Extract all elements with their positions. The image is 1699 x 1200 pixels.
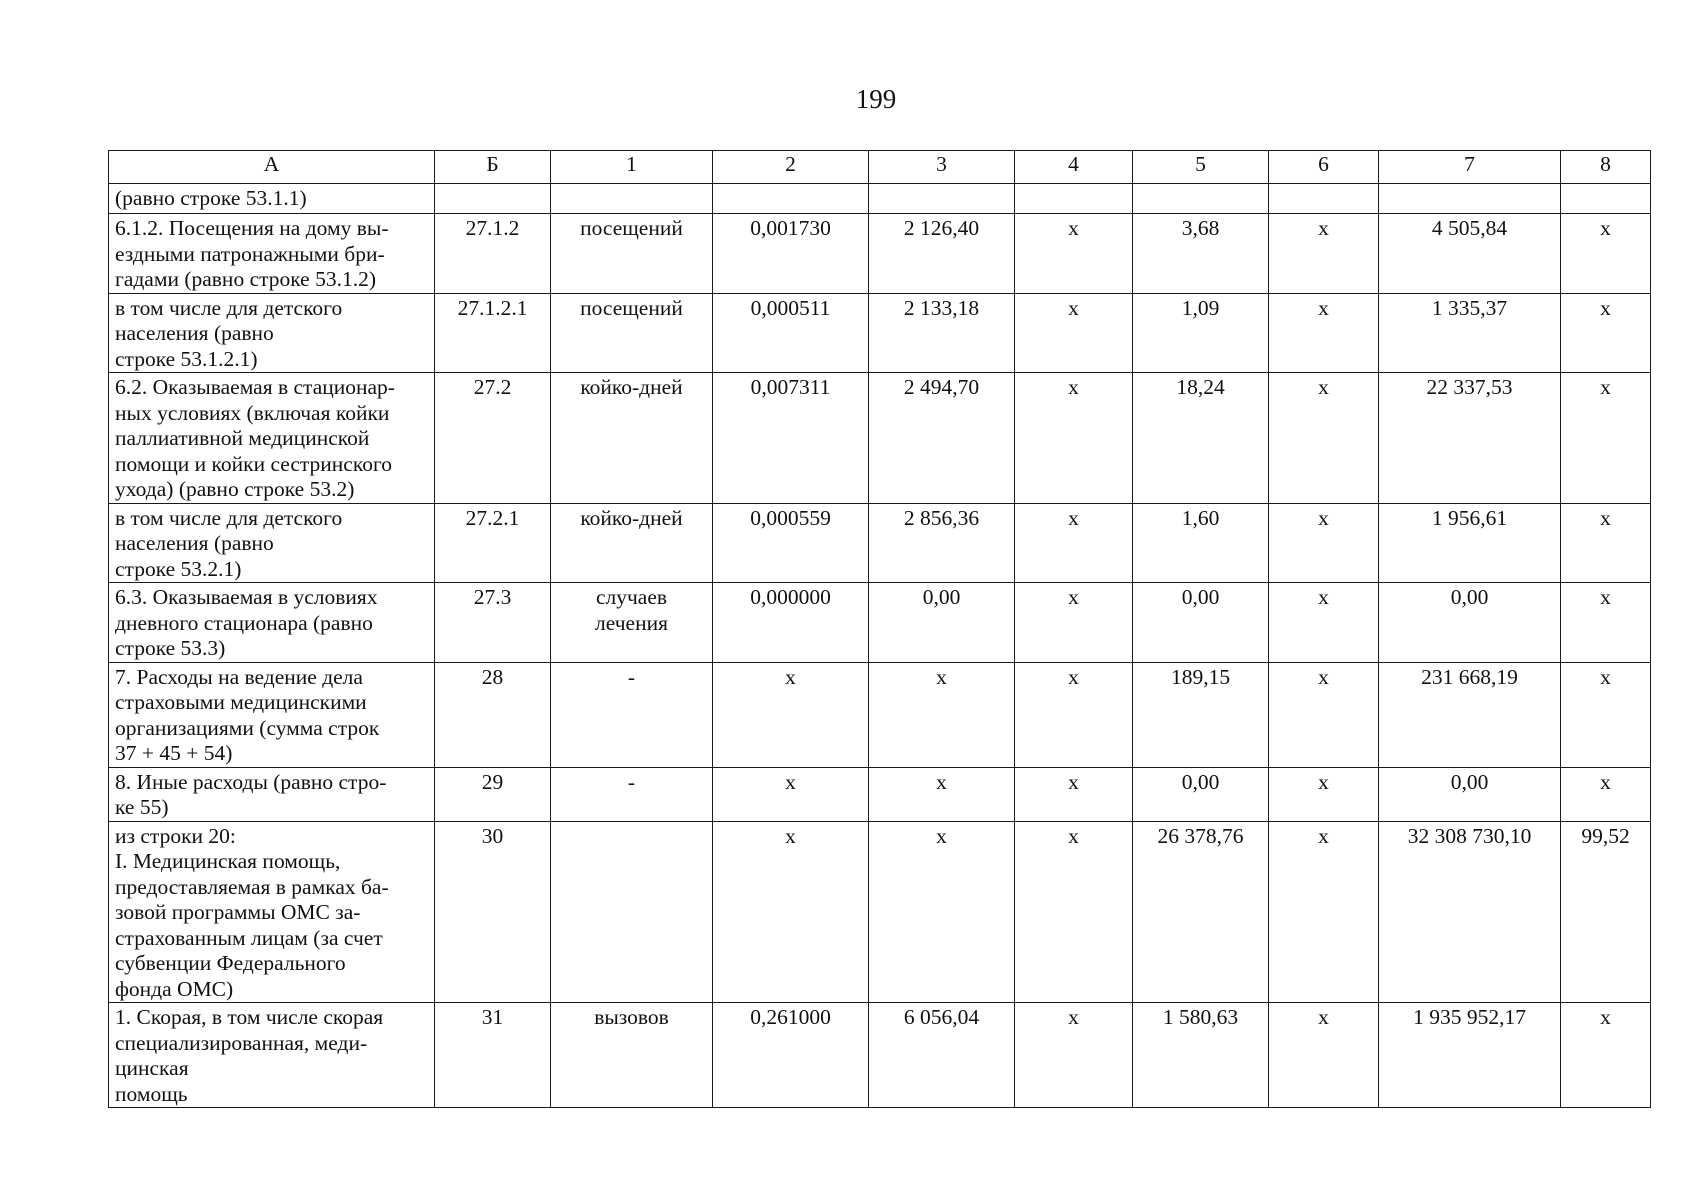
table-cell: - — [551, 767, 713, 821]
table-cell: х — [1015, 662, 1133, 767]
table-cell: х — [1015, 293, 1133, 373]
table-cell: койко-дней — [551, 503, 713, 583]
table-cell: 2 133,18 — [869, 293, 1015, 373]
table-cell: х — [1269, 662, 1379, 767]
table-cell: 0,00 — [869, 583, 1015, 663]
table-cell: 27.2.1 — [435, 503, 551, 583]
table-row — [109, 1003, 1651, 1108]
table-cell: 22 337,53 — [1379, 373, 1561, 504]
row-label-cell: 1. Скорая, в том числе скорая специализированная, меди- цинская помощь — [109, 1003, 435, 1108]
row-label-cell: 6.1.2. Посещения на дому вы- ездными патронажными бри- гадами (равно строке 53.1.2) — [109, 214, 435, 294]
table-cell: х — [1015, 1003, 1133, 1108]
table-cell: х — [1561, 293, 1651, 373]
table-cell — [435, 184, 551, 214]
table-cell — [1133, 184, 1269, 214]
table-cell: х — [1269, 214, 1379, 294]
table-cell: 30 — [435, 821, 551, 1003]
table-cell: х — [1269, 1003, 1379, 1108]
table-cell: х — [1561, 1003, 1651, 1108]
row-label-cell: 7. Расходы на ведение дела страховыми медицинскими организациями (сумма строк 37 + 45 + 54) — [109, 662, 435, 767]
table-cell — [713, 184, 869, 214]
table-cell: 0,000511 — [713, 293, 869, 373]
table-cell: 0,001730 — [713, 214, 869, 294]
table-cell: 1 335,37 — [1379, 293, 1561, 373]
table-cell: х — [869, 767, 1015, 821]
table-cell: 99,52 — [1561, 821, 1651, 1003]
table-cell — [1561, 184, 1651, 214]
table-cell: 29 — [435, 767, 551, 821]
table-cell: посещений — [551, 214, 713, 294]
row-label-cell: 6.2. Оказываемая в стационар- ных условиях (включая койки паллиативной медицинской помощи и койки сестринского ухода) (равно строке 53.2) — [109, 373, 435, 504]
table-cell: 0,00 — [1133, 767, 1269, 821]
table-row — [109, 293, 1651, 373]
table-cell: 2 126,40 — [869, 214, 1015, 294]
table-cell: 0,261000 — [713, 1003, 869, 1108]
table-cell: х — [1015, 583, 1133, 663]
table-cell: 27.1.2.1 — [435, 293, 551, 373]
table-cell: 0,00 — [1379, 583, 1561, 663]
table-cell: 31 — [435, 1003, 551, 1108]
header-row — [109, 151, 1651, 184]
table-cell: 189,15 — [1133, 662, 1269, 767]
table-cell: 2 494,70 — [869, 373, 1015, 504]
table-cell: 3,68 — [1133, 214, 1269, 294]
column-header: 2 — [713, 151, 869, 184]
table-cell: 0,007311 — [713, 373, 869, 504]
table-cell: х — [713, 821, 869, 1003]
table-cell: х — [1015, 767, 1133, 821]
row-label-cell: 6.3. Оказываемая в условиях дневного стационара (равно строке 53.3) — [109, 583, 435, 663]
table-cell: х — [1269, 583, 1379, 663]
page-number: 199 — [855, 84, 897, 114]
table-row — [109, 373, 1651, 504]
table-cell: 27.2 — [435, 373, 551, 504]
table-cell: 26 378,76 — [1133, 821, 1269, 1003]
table-cell: х — [1269, 767, 1379, 821]
table-cell: х — [1561, 662, 1651, 767]
table-cell — [1269, 184, 1379, 214]
table-row — [109, 214, 1651, 294]
table-cell: х — [1561, 767, 1651, 821]
column-header: 5 — [1133, 151, 1269, 184]
table-cell — [551, 184, 713, 214]
table-cell: х — [1269, 373, 1379, 504]
table-cell: х — [1561, 214, 1651, 294]
table-cell: 1 580,63 — [1133, 1003, 1269, 1108]
table-cell: х — [869, 662, 1015, 767]
table-row — [109, 184, 1651, 214]
table-cell: 4 505,84 — [1379, 214, 1561, 294]
table-cell: х — [1561, 583, 1651, 663]
table-cell: посещений — [551, 293, 713, 373]
table-cell: 0,000559 — [713, 503, 869, 583]
table-cell: х — [1269, 821, 1379, 1003]
column-header: 1 — [551, 151, 713, 184]
data-table — [108, 150, 1651, 1108]
table-cell: 32 308 730,10 — [1379, 821, 1561, 1003]
table-cell — [1015, 184, 1133, 214]
table-cell — [551, 821, 713, 1003]
table-row — [109, 583, 1651, 663]
table-cell: 231 668,19 — [1379, 662, 1561, 767]
table-cell: х — [713, 662, 869, 767]
column-header: 7 — [1379, 151, 1561, 184]
column-header: 4 — [1015, 151, 1133, 184]
table-cell: случаев лечения — [551, 583, 713, 663]
table-cell: х — [1015, 821, 1133, 1003]
table-row — [109, 821, 1651, 1003]
table-cell: 28 — [435, 662, 551, 767]
table-cell: х — [869, 821, 1015, 1003]
table-cell: койко-дней — [551, 373, 713, 504]
table-cell: х — [1269, 293, 1379, 373]
table-cell: х — [1561, 503, 1651, 583]
row-label-cell: (равно строке 53.1.1) — [109, 184, 435, 214]
table-cell: 2 856,36 — [869, 503, 1015, 583]
table-cell: 1 935 952,17 — [1379, 1003, 1561, 1108]
table-row — [109, 503, 1651, 583]
table-cell: 1,60 — [1133, 503, 1269, 583]
table-cell: 18,24 — [1133, 373, 1269, 504]
table-cell — [1379, 184, 1561, 214]
row-label-cell: 8. Иные расходы (равно стро- ке 55) — [109, 767, 435, 821]
table-cell: 27.3 — [435, 583, 551, 663]
column-header: 3 — [869, 151, 1015, 184]
table-cell: 27.1.2 — [435, 214, 551, 294]
table-cell: х — [1015, 214, 1133, 294]
row-label-cell: из строки 20: I. Медицинская помощь, предоставляемая в рамках ба- зовой программы ОМС за- страхованным лицам (за счет субвенции Федерального фонда ОМС) — [109, 821, 435, 1003]
table-body — [109, 184, 1651, 1108]
table-cell: 6 056,04 — [869, 1003, 1015, 1108]
table-cell: 0,00 — [1379, 767, 1561, 821]
column-header: Б — [435, 151, 551, 184]
table-cell: х — [1015, 503, 1133, 583]
table-cell: х — [1561, 373, 1651, 504]
table-cell: 1,09 — [1133, 293, 1269, 373]
row-label-cell: в том числе для детского населения (равно строке 53.1.2.1) — [109, 293, 435, 373]
table-cell: х — [713, 767, 869, 821]
table-cell: 0,000000 — [713, 583, 869, 663]
column-header: 6 — [1269, 151, 1379, 184]
table-cell — [869, 184, 1015, 214]
table-cell: - — [551, 662, 713, 767]
table-row — [109, 767, 1651, 821]
table-cell: вызовов — [551, 1003, 713, 1108]
column-header: 8 — [1561, 151, 1651, 184]
column-header: А — [109, 151, 435, 184]
table-cell: х — [1015, 373, 1133, 504]
table-cell: 1 956,61 — [1379, 503, 1561, 583]
table-cell: 0,00 — [1133, 583, 1269, 663]
row-label-cell: в том числе для детского населения (равно строке 53.2.1) — [109, 503, 435, 583]
table-row — [109, 662, 1651, 767]
table-cell: х — [1269, 503, 1379, 583]
